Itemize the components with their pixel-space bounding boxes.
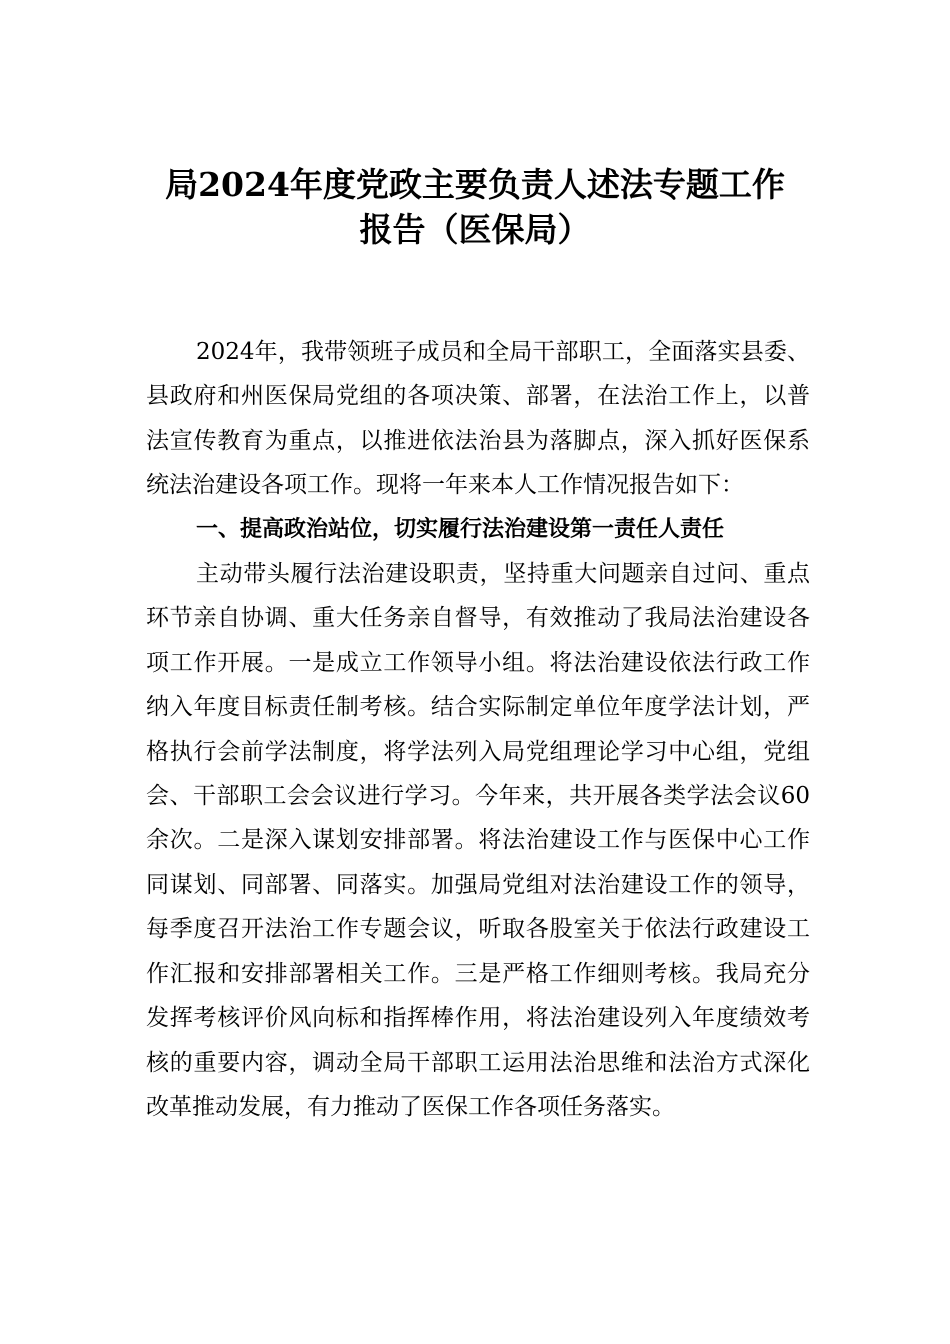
intro-paragraph: 2024年，我带领班子成员和全局干部职工，全面落实县委、县政府和州医保局党组的各项决策、部署，在法治工作上，以普法宣传教育为重点，以推进依法治县为落脚点，深入抓好医保系统法治建设各项工作。现将一年来本人工作情况报告如下： bbox=[146, 339, 810, 499]
document-title-line-2: 报告（医保局） bbox=[359, 210, 591, 249]
section-1-heading: 一、提高政治站位，切实履行法治建设第一责任人责任 bbox=[196, 516, 725, 542]
document-body bbox=[146, 330, 810, 1129]
document-title-line-1: 局2024年度党政主要负责人述法专题工作 bbox=[165, 165, 785, 204]
section-1-paragraph: 主动带头履行法治建设职责，坚持重大问题亲自过问、重点环节亲自协调、重大任务亲自督导，有效推动了我局法治建设各项工作开展。一是成立工作领导小组。将法治建设依法行政工作纳入年度目标责任制考核。结合实际制定单位年度学法计划，严格执行会前学法制度，将学法列入局党组理论学习中心组，党组会、干部职工会会议进行学习。今年来，共开展各类学法会议60余次。二是深入谋划安排部署。将法治建设工作与医保中心工作同谋划、同部署、同落实。加强局党组对法治建设工作的领导，每季度召开法治工作专题会议，听取各股室关于依法行政建设工作汇报和安排部署相关工作。三是严格工作细则考核。我局充分发挥考核评价风向标和指挥棒作用，将法治建设列入年度绩效考核的重要内容，调动全局干部职工运用法治思维和法治方式深化改革推动发展，有力推动了医保工作各项任务落实。 bbox=[146, 561, 810, 1120]
